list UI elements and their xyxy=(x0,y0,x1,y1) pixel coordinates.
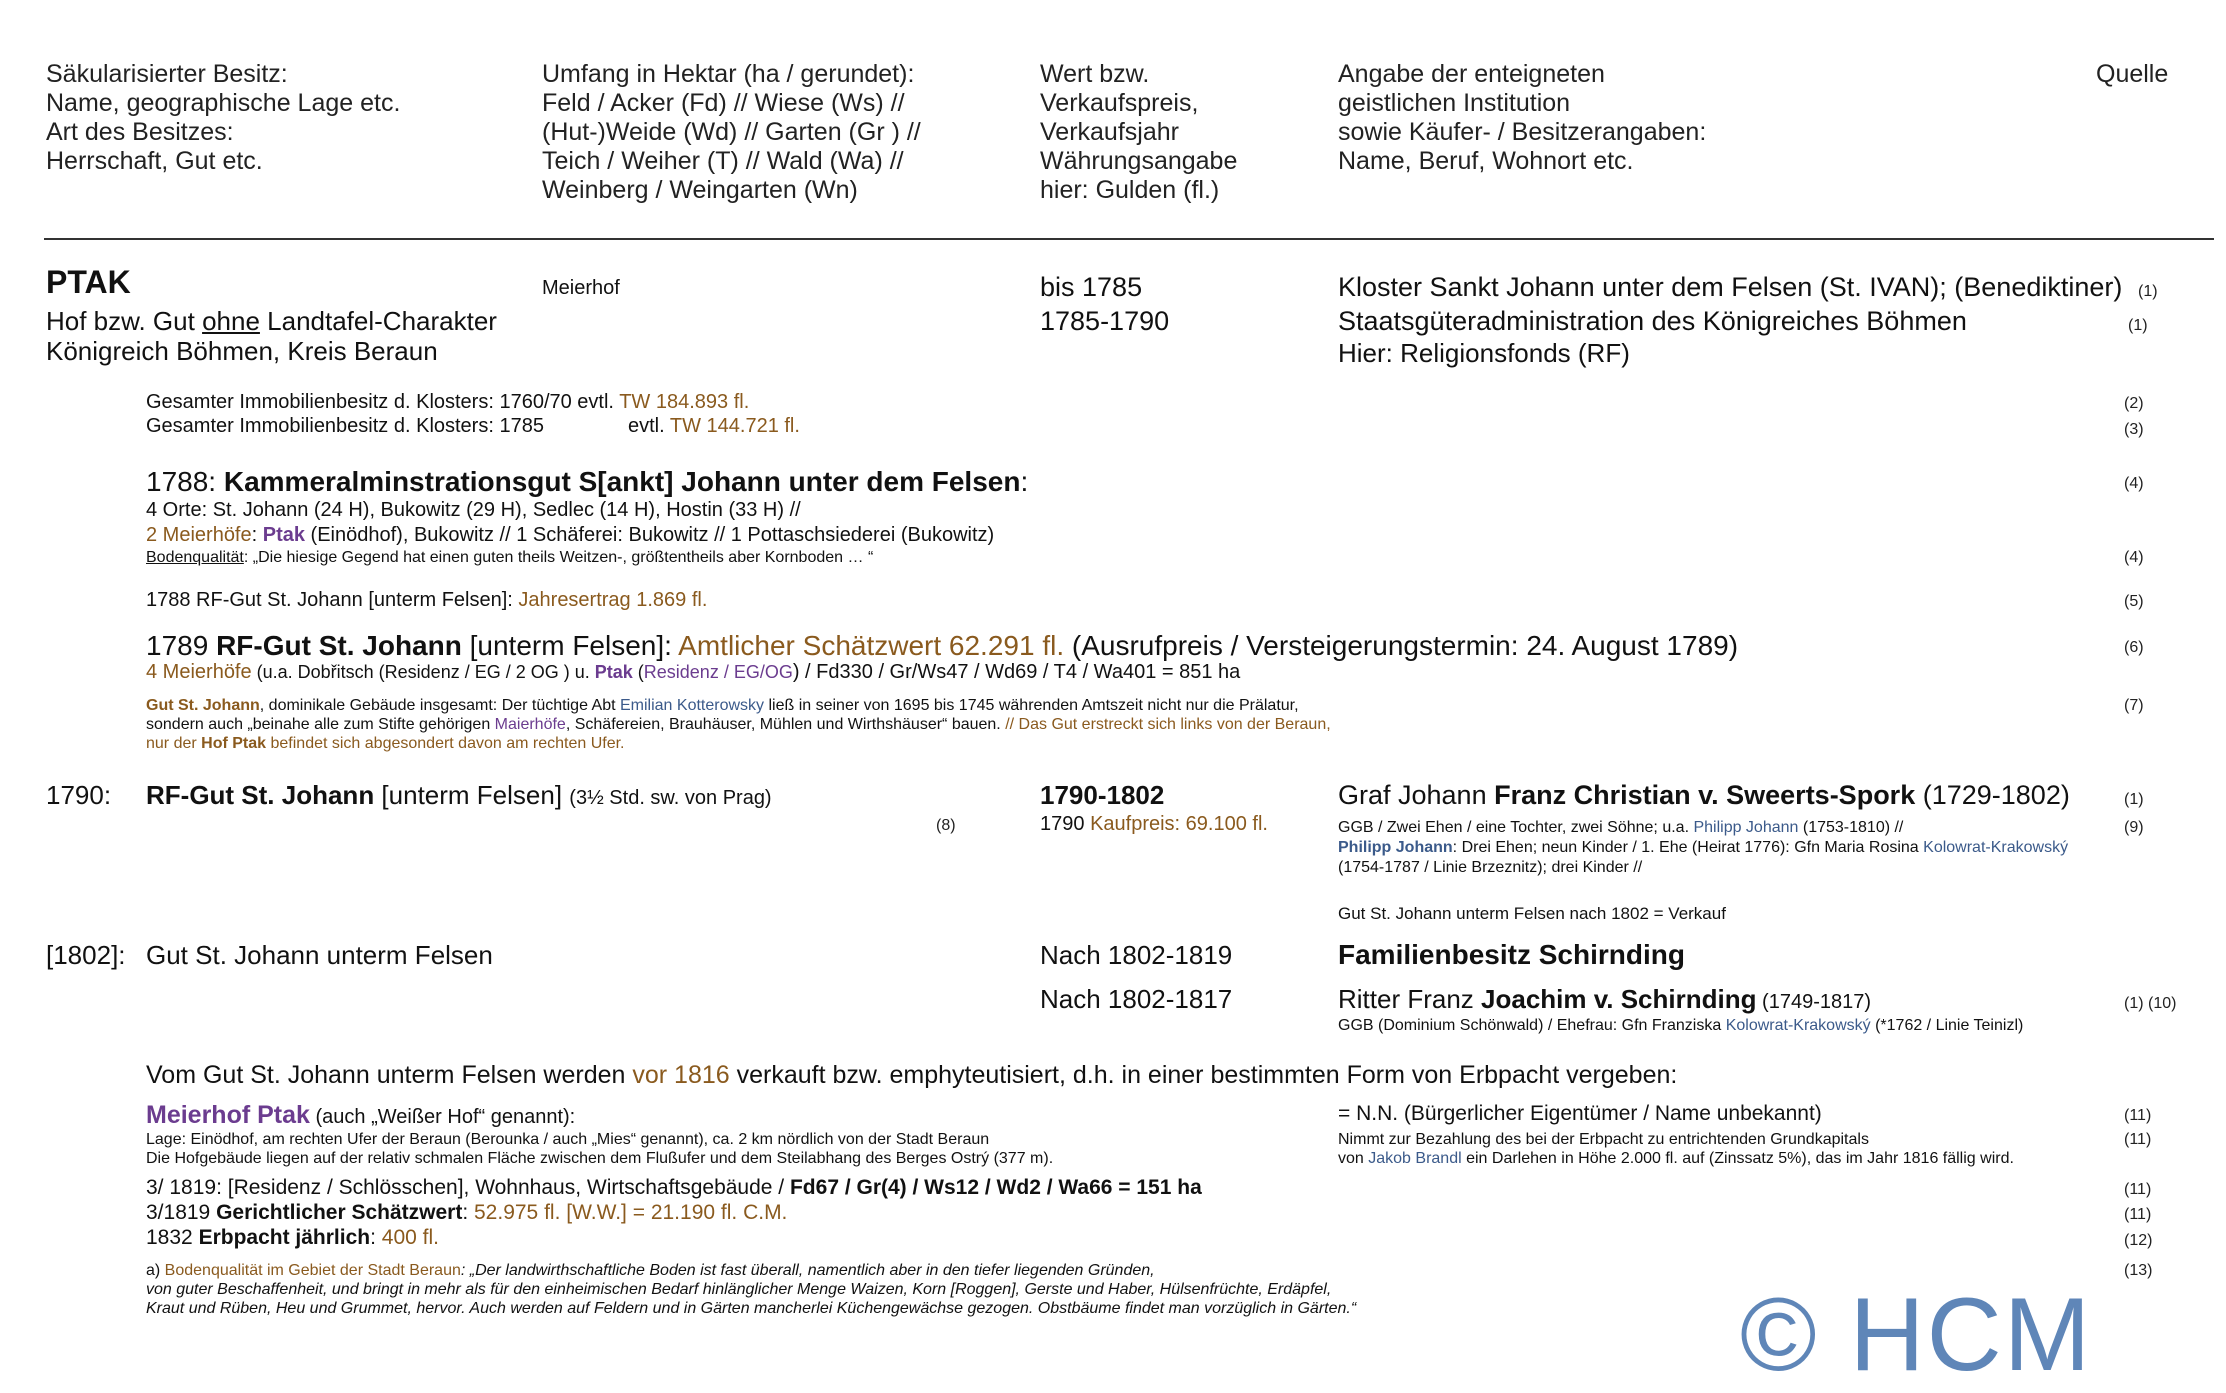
source-ref: (1) xyxy=(2138,283,2158,300)
header-col-name: Säkularisierter Besitz: Name, geographische Lage etc. Art des Besitzes: Herrschaft, Gut etc. xyxy=(46,60,401,175)
immo-line-2: Gesamter Immobilienbesitz d. Klosters: 1785 xyxy=(146,415,544,437)
g1788-orte: 4 Orte: St. Johann (24 H), Bukowitz (29 H), Sedlec (14 H), Hostin (33 H) // xyxy=(146,499,801,521)
source-ref: (12) xyxy=(2124,1232,2153,1249)
g1789-desc-2: sondern auch „beinahe alle zum Stifte gehörigen Maierhöfe, Schäfereien, Brauhäuser, Mühlen und Wirthshäuser“ bauen. // Das Gut erstreckt sich links von der Beraun, xyxy=(146,716,1331,733)
ptak-location: Königreich Böhmen, Kreis Beraun xyxy=(46,336,438,366)
ptak-institution-2: Staatsgüteradministration des Königreiches Böhmen xyxy=(1338,306,1967,336)
g1802-ggb: GGB (Dominium Schönwald) / Ehefrau: Gfn Franziska Kolowrat-Krakowský (*1762 / Linie Teinizl) xyxy=(1338,1017,2024,1034)
g1802-title: Gut St. Johann unterm Felsen xyxy=(146,940,493,970)
g1789-title: 1789 RF-Gut St. Johann [unterm Felsen]: Amtlicher Schätzwert 62.291 fl. (Ausrufpreis / Versteigerungstermin: 24. August 1789) xyxy=(146,630,1739,661)
g1790-year: 1790: xyxy=(46,780,112,810)
header-col-source: Quelle xyxy=(2096,60,2169,88)
header-col-area: Umfang in Hektar (ha / gerundet): Feld / Acker (Fd) // Wiese (Ws) // (Hut-)Weide (Wd) // Garten (Gr ) // Teich / Weiher (T) // Wald (Wa) // Weinberg / Weingarten (Wn) xyxy=(542,60,921,204)
source-ref: (7) xyxy=(2124,697,2144,714)
g1790-owner: Graf Johann Franz Christian v. Sweerts-Spork (1729-1802) xyxy=(1338,780,2070,810)
immo-line-2-value: evtl. TW 144.721 fl. xyxy=(628,415,800,437)
source-ref: (11) xyxy=(2124,1107,2152,1124)
y1819-line-1: 3/ 1819: [Residenz / Schlösschen], Wohnhaus, Wirtschaftsgebäude / Fd67 / Gr(4) / Ws12 / Wd2 / Wa66 = 151 ha xyxy=(146,1176,1202,1199)
sale-meierhof: Meierhof Ptak (auch „Weißer Hof“ genannt): xyxy=(146,1101,576,1129)
g1790-genealogy-3: (1754-1787 / Linie Brzeznitz); drei Kinder // xyxy=(1338,859,1643,876)
ptak-date-2: 1785-1790 xyxy=(1040,306,1170,336)
g1788-meierhoefe: 2 Meierhöfe: Ptak (Einödhof), Bukowitz // 1 Schäferei: Bukowitz // 1 Pottaschsiederei (Bukowitz) xyxy=(146,524,995,546)
source-ref: (11) xyxy=(2124,1181,2152,1198)
source-ref: (11) xyxy=(2124,1206,2152,1223)
g1789-desc-1: Gut St. Johann, dominikale Gebäude insgesamt: Der tüchtige Abt Emilian Kotterowsky ließ in seiner von 1695 bis 1745 währenden Amtszeit nicht nur die Prälatur, xyxy=(146,697,1299,714)
g1788-bodenqualitaet: Bodenqualität: „Die hiesige Gegend hat einen guten theils Weitzen-, größtentheils aber Kornboden … “ xyxy=(146,549,874,566)
sale-hofgebaeude: Die Hofgebäude liegen auf der relativ schmalen Fläche zwischen dem Flußufer und dem Steilabhang des Berges Ostrý (377 m). xyxy=(146,1150,1054,1167)
source-ref: (5) xyxy=(2124,593,2144,610)
sale-darlehen: von Jakob Brandl ein Darlehen in Höhe 2.000 fl. auf (Zinssatz 5%), das im Jahr 1816 fällig wird. xyxy=(1338,1150,2014,1167)
ptak-type: Meierhof xyxy=(542,277,620,299)
g1802-owner: Ritter Franz Joachim v. Schirnding (1749-1817) xyxy=(1338,984,1872,1014)
g1790-title: RF-Gut St. Johann [unterm Felsen] (3½ Std. sw. von Prag) xyxy=(146,780,772,810)
sale-lage: Lage: Einödhof, am rechten Ufer der Beraun (Berounka / auch „Mies“ genannt), ca. 2 km nördlich von der Stadt Beraun xyxy=(146,1131,990,1148)
immo-line-1: Gesamter Immobilienbesitz d. Klosters: 1760/70 evtl. TW 184.893 fl. xyxy=(146,391,750,413)
source-ref: (2) xyxy=(2124,395,2144,412)
source-ref: (4) xyxy=(2124,549,2144,566)
g1802-date-2: Nach 1802-1817 xyxy=(1040,984,1233,1014)
source-ref: (3) xyxy=(2124,421,2144,438)
g1788-title: 1788: Kammeralminstrationsgut S[ankt] Johann unter dem Felsen: xyxy=(146,466,1029,497)
source-ref: (9) xyxy=(2124,819,2144,836)
g1790-genealogy-1: GGB / Zwei Ehen / eine Tochter, zwei Söhne; u.a. Philipp Johann (1753-1810) // xyxy=(1338,819,1904,836)
header-col-institution: Angabe der enteigneten geistlichen Institution sowie Käufer- / Besitzerangaben: Name, Beruf, Wohnort etc. xyxy=(1338,60,1707,175)
source-ref: (1) xyxy=(2128,317,2148,334)
sale-nimmt: Nimmt zur Bezahlung des bei der Erbpacht zu entrichtenden Grundkapitals xyxy=(1338,1131,1869,1148)
ptak-date-1: bis 1785 xyxy=(1040,272,1143,302)
header-divider xyxy=(44,238,2214,240)
g1802-family: Familienbesitz Schirnding xyxy=(1338,939,1685,970)
g1788-rf-gut: 1788 RF-Gut St. Johann [unterm Felsen]: Jahresertrag 1.869 fl. xyxy=(146,589,708,611)
ptak-institution-3: Hier: Religionsfonds (RF) xyxy=(1338,338,1630,368)
sale-owner: = N.N. (Bürgerlicher Eigentümer / Name unbekannt) xyxy=(1338,1102,1822,1125)
g1789-desc-3: nur der Hof Ptak befindet sich abgesondert davon am rechten Ufer. xyxy=(146,735,625,752)
y1819-line-3: 1832 Erbpacht jährlich: 400 fl. xyxy=(146,1226,439,1249)
boden-line-1: a) Bodenqualität im Gebiet der Stadt Beraun: „Der landwirthschaftliche Boden ist fast überall, namentlich aber in den tiefer liegenden Gründen, xyxy=(146,1262,1155,1279)
boden-line-3: Kraut und Rüben, Heu und Grummet, hervor. Auch werden auf Feldern und in Gärten mancherlei Küchengewächse gezogen. Obstbäume findet man vorzüglich in Gärten.“ xyxy=(146,1300,1357,1317)
g1802-year: [1802]: xyxy=(46,940,126,970)
source-ref: (1) (10) xyxy=(2124,995,2177,1012)
ptak-character: Hof bzw. Gut ohne Landtafel-Charakter xyxy=(46,306,497,336)
entry-title: PTAK xyxy=(46,264,131,300)
boden-line-2: von guter Beschaffenheit, und bringt in mehr als für den einheimischen Bedarf hinlänglicher Menge Waizen, Korn [Roggen], Gerste und Haber, Hülsenfrüchte, Erdäpfel, xyxy=(146,1281,1332,1298)
copyright-watermark: © HCM xyxy=(1740,1277,2093,1393)
g1789-meierhoefe: 4 Meierhöfe (u.a. Dobřitsch (Residenz / EG / 2 OG ) u. Ptak (Residenz / EG/OG) / Fd330 / Gr/Ws47 / Wd69 / T4 / Wa401 = 851 ha xyxy=(146,661,1241,683)
ptak-institution-1: Kloster Sankt Johann unter dem Felsen (St. IVAN); (Benediktiner) xyxy=(1338,272,2123,302)
source-ref: (11) xyxy=(2124,1131,2152,1148)
source-ref: (13) xyxy=(2124,1262,2153,1279)
source-ref: (8) xyxy=(936,817,956,834)
g1802-date-1: Nach 1802-1819 xyxy=(1040,940,1233,970)
g1790-range: 1790-1802 xyxy=(1040,780,1165,810)
g1790-genealogy-2: Philipp Johann: Drei Ehen; neun Kinder / 1. Ehe (Heirat 1776): Gfn Maria Rosina Kolowrat-Krakowský xyxy=(1338,839,2069,856)
source-ref: (4) xyxy=(2124,475,2144,492)
g1790-kaufpreis: 1790 Kaufpreis: 69.100 fl. xyxy=(1040,813,1268,835)
y1819-line-2: 3/1819 Gerichtlicher Schätzwert: 52.975 fl. [W.W.] = 21.190 fl. C.M. xyxy=(146,1201,788,1224)
sale-intro: Vom Gut St. Johann unterm Felsen werden vor 1816 verkauft bzw. emphyteutisiert, d.h. in einer bestimmten Form von Erbpacht vergeben: xyxy=(146,1061,1678,1089)
source-ref: (6) xyxy=(2124,639,2144,656)
header-col-value: Wert bzw. Verkaufspreis, Verkaufsjahr Währungsangabe hier: Gulden (fl.) xyxy=(1040,60,1238,204)
g1790-verkauf: Gut St. Johann unterm Felsen nach 1802 = Verkauf xyxy=(1338,904,1726,923)
source-ref: (1) xyxy=(2124,791,2144,808)
